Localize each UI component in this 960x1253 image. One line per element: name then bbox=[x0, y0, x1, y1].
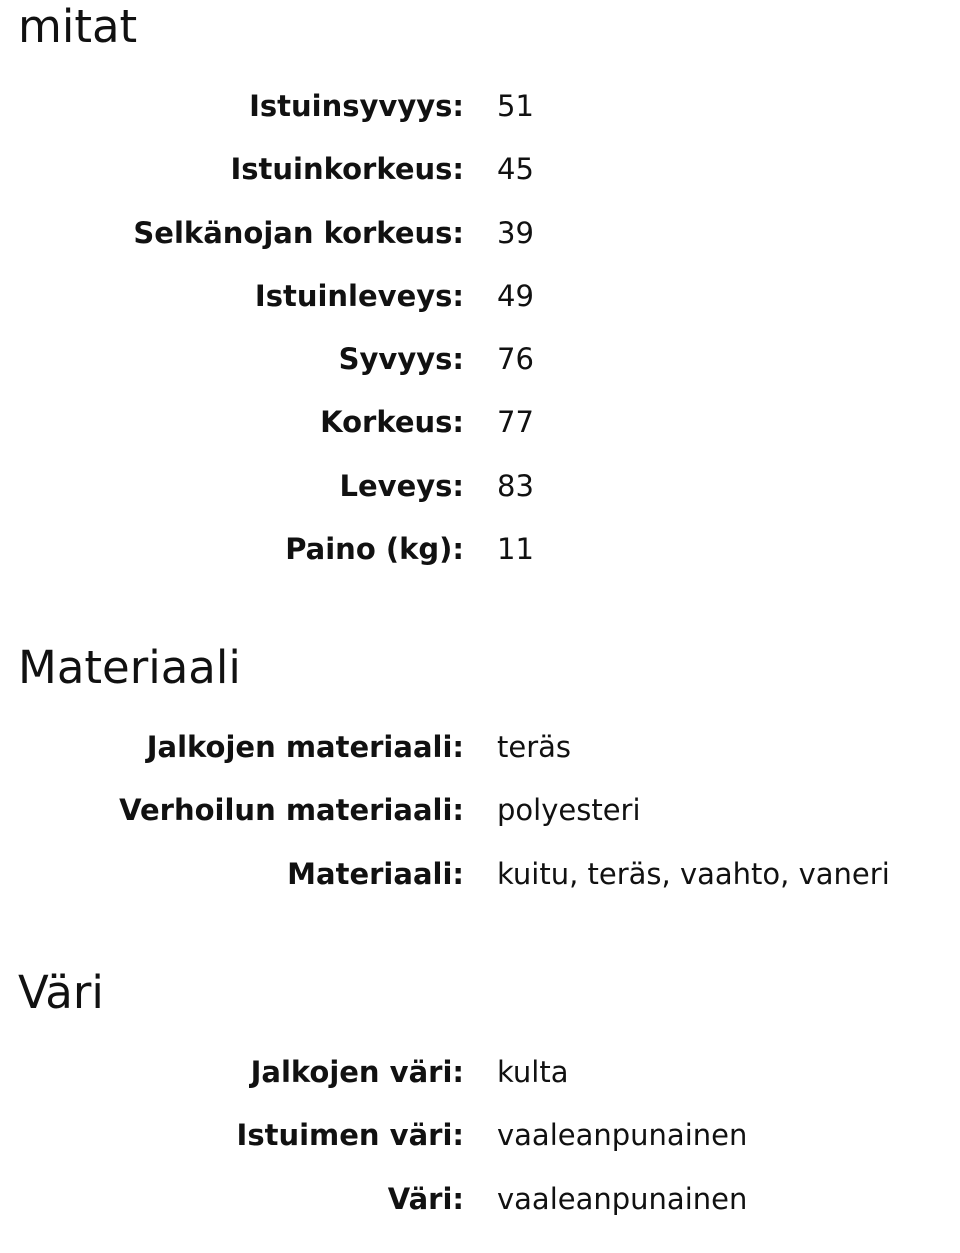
spec-row bbox=[0, 728, 960, 791]
section-title-materiaali: Materiaali bbox=[18, 641, 241, 694]
section-title-vari: Väri bbox=[18, 966, 104, 1019]
spec-row bbox=[0, 530, 960, 593]
section-title-mitat: mitat bbox=[18, 0, 138, 53]
spec-label: Paino (kg): bbox=[285, 532, 464, 567]
spec-value: 51 bbox=[497, 89, 534, 123]
spec-row bbox=[0, 340, 960, 403]
spec-value: kuitu, teräs, vaahto, vaneri bbox=[497, 856, 890, 891]
spec-row bbox=[0, 214, 960, 277]
spec-value: 39 bbox=[497, 215, 534, 250]
spec-label: Leveys: bbox=[339, 468, 464, 503]
spec-table-materiaali bbox=[0, 728, 960, 918]
spec-label: Syvyys: bbox=[338, 342, 464, 377]
spec-value: 76 bbox=[497, 342, 534, 377]
spec-table-mitat bbox=[0, 87, 960, 593]
spec-value: 49 bbox=[497, 278, 534, 313]
spec-value: teräs bbox=[497, 730, 572, 764]
spec-row bbox=[0, 403, 960, 466]
spec-label: Väri: bbox=[387, 1181, 464, 1216]
spec-table-vari bbox=[0, 1053, 960, 1243]
spec-label: Materiaali: bbox=[287, 856, 464, 891]
spec-value: 77 bbox=[497, 405, 534, 440]
spec-value: 45 bbox=[497, 152, 534, 187]
spec-label: Jalkojen materiaali: bbox=[146, 730, 464, 764]
spec-row bbox=[0, 1116, 960, 1179]
spec-label: Istuinsyvyys: bbox=[249, 89, 464, 123]
spec-row bbox=[0, 791, 960, 854]
spec-value: 11 bbox=[497, 532, 534, 567]
spec-label: Istuinleveys: bbox=[254, 278, 464, 313]
spec-value: 83 bbox=[497, 468, 534, 503]
spec-value: vaaleanpunainen bbox=[497, 1181, 748, 1216]
spec-row bbox=[0, 277, 960, 340]
spec-row bbox=[0, 467, 960, 530]
spec-row bbox=[0, 1053, 960, 1116]
spec-label: Jalkojen väri: bbox=[250, 1055, 464, 1089]
spec-row bbox=[0, 87, 960, 150]
spec-value: kulta bbox=[497, 1055, 569, 1089]
spec-row bbox=[0, 855, 960, 918]
spec-label: Istuinkorkeus: bbox=[230, 152, 464, 187]
spec-value: vaaleanpunainen bbox=[497, 1118, 748, 1153]
spec-row bbox=[0, 150, 960, 213]
spec-label: Istuimen väri: bbox=[236, 1118, 464, 1153]
spec-label: Selkänojan korkeus: bbox=[133, 215, 464, 250]
spec-label: Korkeus: bbox=[320, 405, 464, 440]
spec-row bbox=[0, 1180, 960, 1243]
spec-label: Verhoilun materiaali: bbox=[119, 793, 464, 828]
spec-value: polyesteri bbox=[497, 793, 641, 828]
